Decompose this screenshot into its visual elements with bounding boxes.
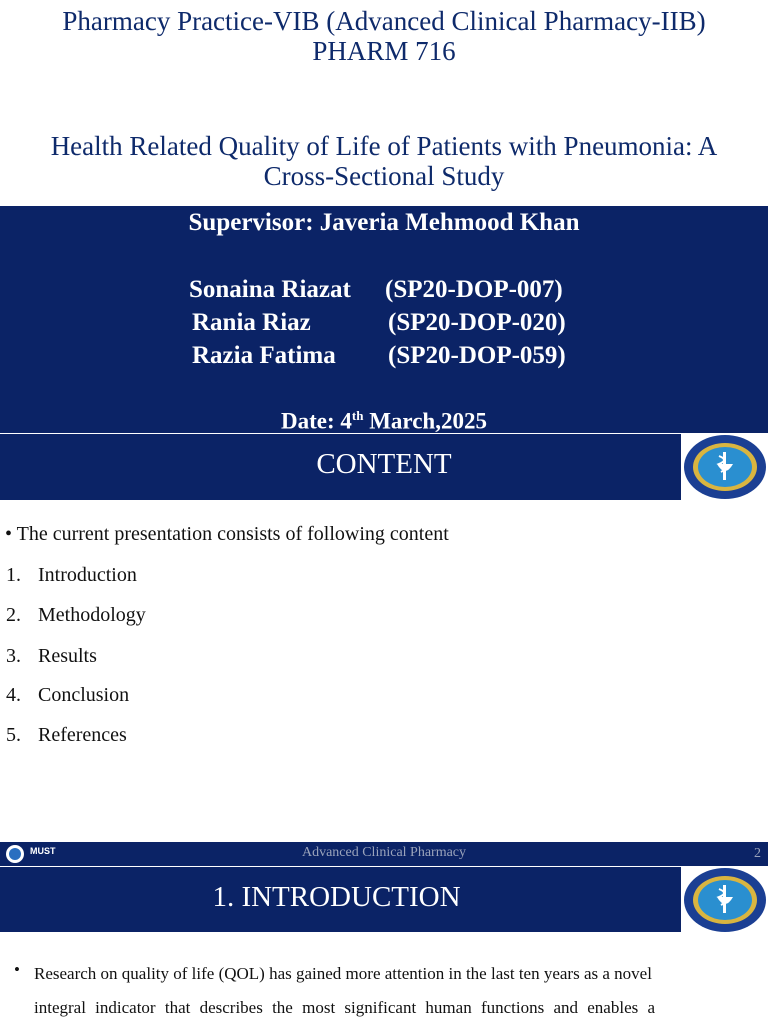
bullet-icon: • <box>14 960 20 979</box>
content-heading: CONTENT <box>316 448 452 480</box>
page-number: 2 <box>754 846 761 861</box>
footer-text: Advanced Clinical Pharmacy <box>301 845 467 860</box>
member-name: Razia Fatima <box>192 342 336 369</box>
content-item-number: 5. <box>6 724 21 746</box>
course-title-line2: PHARM 716 <box>312 36 456 66</box>
college-logo <box>683 434 767 500</box>
content-item-number: 4. <box>6 684 21 706</box>
content-item-number: 3. <box>6 645 21 667</box>
member-name: Sonaina Riazat <box>189 276 351 303</box>
study-title-line2: Cross-Sectional Study <box>263 161 505 191</box>
member-name: Rania Riaz <box>192 309 311 336</box>
content-item-label: Conclusion <box>38 684 130 706</box>
content-item-label: Introduction <box>38 564 137 586</box>
content-item-label: Methodology <box>38 604 146 626</box>
content-item-number: 1. <box>6 564 21 586</box>
footer-logo-text: MUST <box>30 846 56 856</box>
member-id: (SP20-DOP-059) <box>388 342 566 369</box>
content-intro-bullet: • The current presentation consists of following content <box>5 523 449 545</box>
content-item-label: References <box>38 724 127 746</box>
introduction-heading-bar <box>0 867 681 932</box>
course-title-line1: Pharmacy Practice-VIB (Advanced Clinical Pharmacy-IIB) <box>62 6 706 36</box>
introduction-heading: 1. INTRODUCTION <box>212 881 461 913</box>
introduction-text-line1: Research on quality of life (QOL) has gained more attention in the last ten years as a novel <box>34 964 652 983</box>
supervisor-line: Supervisor: Javeria Mehmood Khan <box>188 209 580 236</box>
members-panel <box>0 206 768 433</box>
content-item-label: Results <box>38 645 97 667</box>
presentation-date: Date: 4th March,2025 <box>281 408 487 434</box>
college-logo <box>683 867 767 933</box>
content-item-number: 2. <box>6 604 21 626</box>
slide-footer <box>0 842 768 866</box>
member-id: (SP20-DOP-007) <box>385 276 563 303</box>
member-id: (SP20-DOP-020) <box>388 309 566 336</box>
study-title-line1: Health Related Quality of Life of Patients with Pneumonia: A <box>50 131 718 161</box>
content-heading-bar <box>0 434 681 500</box>
introduction-text-line2: integral indicator that describes the most significant human functions and enables a <box>34 998 656 1017</box>
